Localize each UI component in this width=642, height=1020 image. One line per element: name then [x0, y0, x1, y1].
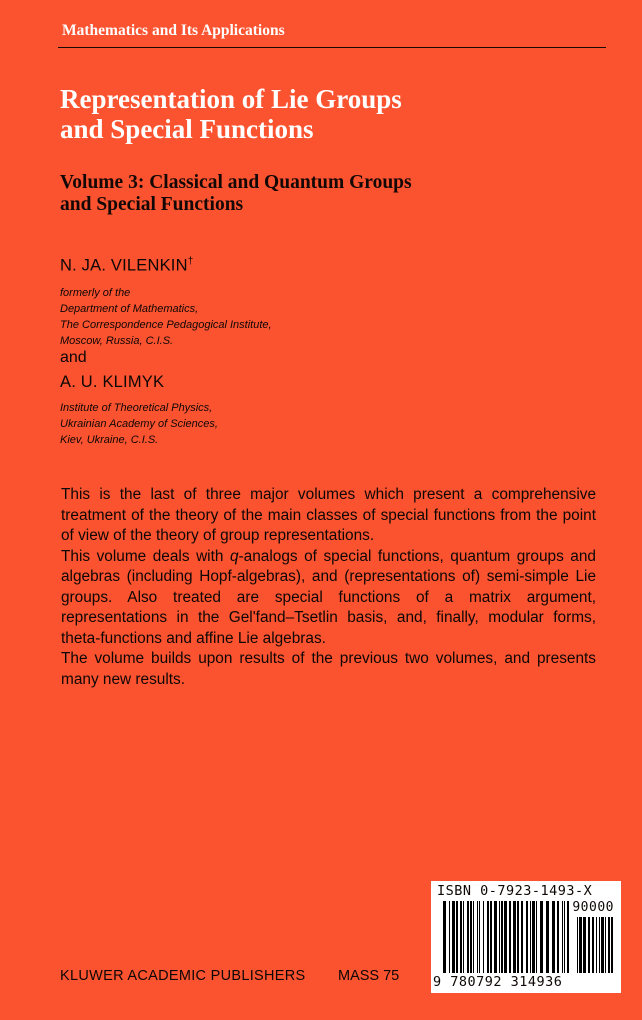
- volume-line-2: and Special Functions: [60, 194, 244, 215]
- ean-barcode-bars: [443, 901, 571, 973]
- barcode-bar: [611, 917, 613, 973]
- publisher-name: KLUWER ACADEMIC PUBLISHERS: [60, 968, 306, 984]
- barcode-bar: [579, 917, 582, 973]
- volume-line-1: Volume 3: Classical and Quantum Groups: [60, 172, 412, 193]
- barcode-bar: [601, 917, 604, 973]
- author-2: [60, 373, 164, 392]
- affiliation-line: The Correspondence Pedagogical Institute,: [60, 319, 272, 331]
- barcode-bar: [443, 901, 446, 973]
- barcode-bar: [483, 901, 484, 973]
- barcode-label: [431, 881, 621, 993]
- barcode-bar: [605, 917, 606, 973]
- barcode-bar: [517, 901, 519, 973]
- series-rule: [58, 47, 606, 48]
- description-paragraph-2: [61, 547, 596, 650]
- barcode-bar: [596, 917, 597, 973]
- barcode-bar: [564, 901, 565, 973]
- affiliation-line: Kiev, Ukraine, C.I.S.: [60, 434, 159, 446]
- author-1: [60, 256, 193, 276]
- description-paragraph-1: This is the last of three major volumes which present a comprehensive treatment of the theory of the main classes of special functions from the point of view of the theory of group representations.: [61, 486, 596, 544]
- barcode-bar: [501, 901, 503, 973]
- barcode-bar: [487, 901, 489, 973]
- barcode-bar: [577, 917, 578, 973]
- title-line-2: and Special Functions: [60, 114, 314, 144]
- description-paragraph-3: The volume builds upon results of the previous two volumes, and presents many new results.: [61, 650, 596, 688]
- barcode-bar: [513, 901, 516, 973]
- deceased-mark: †: [187, 256, 194, 267]
- price-addon-text: 90000: [572, 900, 614, 915]
- paragraph-2-rest: -analogs of special functions, quantum groups and algebras (including Hopf-algebras), and (representations of) semi-simple Lie groups. Also treated are special functions of a matrix argument, representations in the Gel'fand–Tsetlin basis, and, finally, modular forms, theta-functions and affine Lie algebras.: [61, 547, 596, 647]
- barcode-bar: [536, 901, 537, 973]
- barcode-bar: [479, 901, 480, 973]
- barcode-bar: [499, 901, 500, 973]
- author-2-affiliation: [60, 400, 218, 448]
- paragraph-2-start: This volume deals with: [61, 547, 230, 565]
- barcode-bar: [494, 901, 497, 973]
- barcode-bar: [463, 901, 464, 973]
- barcode-bar: [473, 901, 474, 973]
- barcode-bar: [504, 901, 507, 973]
- barcode-bar: [540, 901, 543, 973]
- barcode-bar: [599, 917, 600, 973]
- affiliation-line: Institute of Theoretical Physics,: [60, 402, 213, 414]
- affiliation-line: Moscow, Russia, C.I.S.: [60, 335, 174, 347]
- barcode-bar: [490, 901, 492, 973]
- barcode-bar: [530, 901, 531, 973]
- isbn-text: ISBN 0-7923-1493-X: [437, 883, 593, 899]
- barcode-bar: [452, 901, 455, 973]
- barcode-bar: [567, 901, 569, 973]
- author-2-name: A. U. KLIMYK: [60, 373, 165, 391]
- author-1-affiliation: [60, 285, 272, 349]
- book-description: [61, 485, 596, 690]
- barcode-bar: [532, 901, 535, 973]
- barcode-bar: [460, 901, 462, 973]
- affiliation-line: Ukrainian Academy of Sciences,: [60, 418, 218, 430]
- barcode-bar: [526, 901, 528, 973]
- barcode-bar: [456, 901, 458, 973]
- barcode-bar: [467, 901, 469, 973]
- book-title: [60, 84, 600, 144]
- barcode-digits: 9 780792 314936: [433, 974, 563, 990]
- barcode-bar: [592, 917, 594, 973]
- barcode-bar: [557, 901, 559, 973]
- series-number: MASS 75: [338, 968, 400, 984]
- title-line-1: Representation of Lie Groups: [60, 84, 402, 114]
- addon-barcode-bars: [577, 917, 617, 973]
- barcode-bar: [552, 901, 555, 973]
- barcode-bar: [477, 901, 478, 973]
- series-name: Mathematics and Its Applications: [62, 22, 285, 39]
- barcode-bar: [521, 901, 523, 973]
- barcode-bar: [470, 901, 472, 973]
- barcode-bar: [583, 917, 586, 973]
- barcode-bar: [588, 917, 590, 973]
- q-symbol: q: [229, 547, 239, 565]
- volume-title: [60, 172, 600, 216]
- barcode-bar: [562, 901, 563, 973]
- and-connector: and: [60, 349, 87, 366]
- barcode-bar: [509, 901, 511, 973]
- barcode-bar: [608, 917, 610, 973]
- barcode-bar: [546, 901, 549, 973]
- affiliation-line: Department of Mathematics,: [60, 303, 199, 315]
- barcode-bar: [449, 901, 450, 973]
- author-1-name: N. JA. VILENKIN: [60, 256, 188, 275]
- affiliation-line: formerly of the: [60, 287, 131, 299]
